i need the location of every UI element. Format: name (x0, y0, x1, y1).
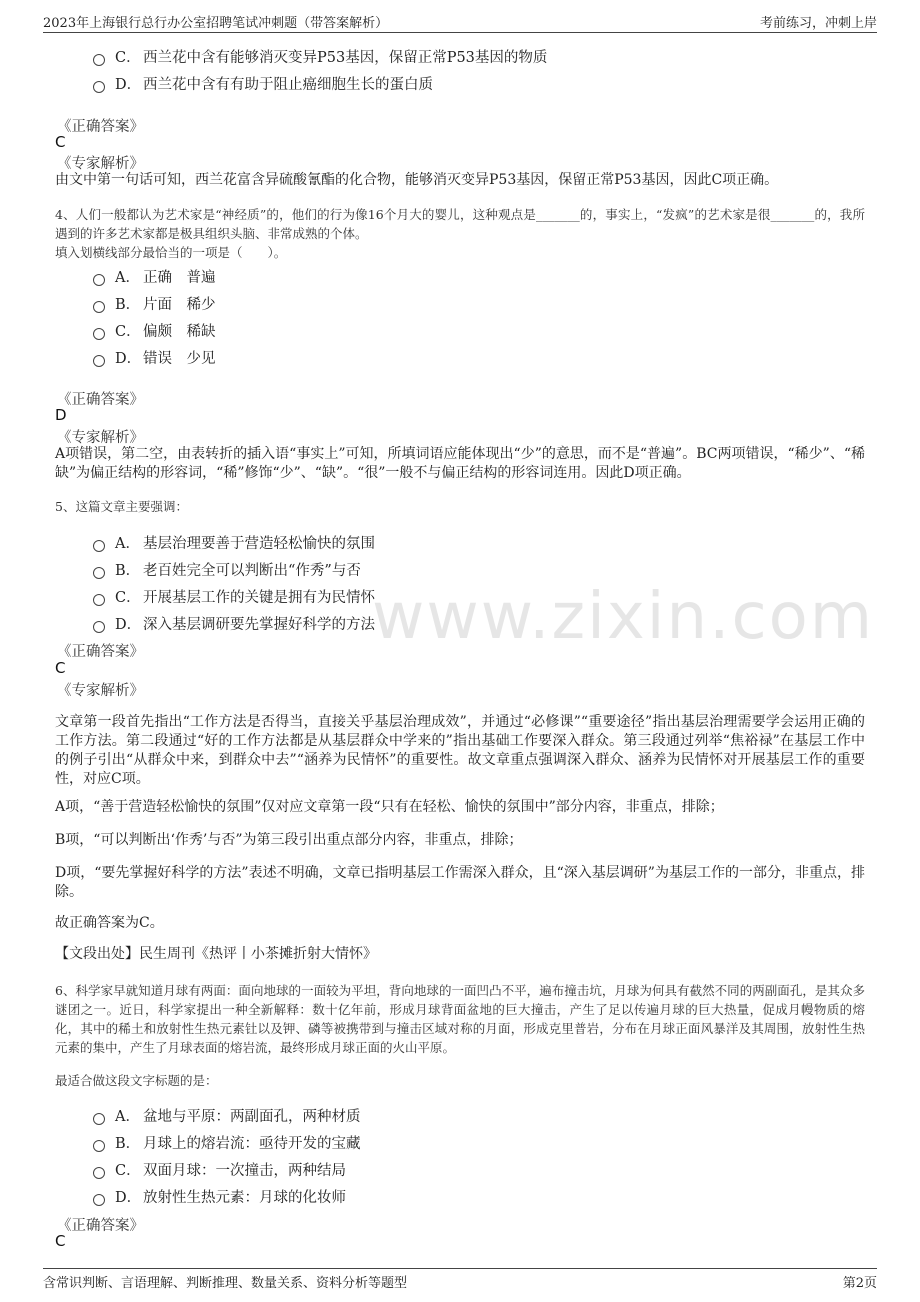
q6-prompt: 最适合做这段文字标题的是： (55, 1073, 218, 1088)
q3-option-c[interactable]: C． 西兰花中含有能够消灭变异P53基因，保留正常P53基因的物质 (93, 46, 547, 67)
q5-conclusion: 故正确答案为C。 (55, 915, 164, 931)
q6-answer: C (55, 1232, 66, 1250)
q5-answer-label: 《正确答案》 (57, 644, 144, 660)
radio-icon[interactable] (93, 621, 105, 633)
page-footer (43, 1268, 877, 1291)
document-title: 2023年上海银行总行办公室招聘笔试冲刺题（带答案解析） (43, 16, 389, 31)
q5-answer: C (55, 659, 66, 677)
q6-option-c[interactable]: C． 双面月球：一次撞击，两种结局 (93, 1159, 346, 1180)
radio-icon[interactable] (93, 1113, 105, 1125)
q6-option-d[interactable]: D． 放射性生热元素：月球的化妆师 (93, 1186, 346, 1207)
page-header (43, 10, 877, 33)
q4-option-d[interactable]: D． 错误 少见 (93, 347, 216, 368)
radio-icon[interactable] (93, 328, 105, 340)
q5-analysis-p3: B项，“可以判断出‘作秀’与否”为第三段引出重点部分内容，非重点，排除； (55, 832, 523, 848)
q4-analysis-label: 《专家解析》 (57, 430, 144, 446)
q5-option-c[interactable]: C． 开展基层工作的关键是拥有为民情怀 (93, 586, 375, 607)
page-number: 第2页 (842, 1276, 877, 1291)
q5-option-a[interactable]: A． 基层治理要善于营造轻松愉快的氛围 (93, 532, 375, 553)
q5-option-d[interactable]: D． 深入基层调研要先掌握好科学的方法 (93, 613, 375, 634)
radio-icon[interactable] (93, 54, 105, 66)
q5-option-b[interactable]: B． 老百姓完全可以判断出“作秀”与否 (93, 559, 361, 580)
q3-answer-label: 《正确答案》 (57, 119, 144, 135)
q4-option-c[interactable]: C． 偏颇 稀缺 (93, 320, 216, 341)
q5-source: 【文段出处】民生周刊《热评丨小茶摊折射大情怀》 (55, 946, 377, 962)
radio-icon[interactable] (93, 355, 105, 367)
watermark: www.zixin.com (372, 580, 875, 654)
q6-answer-label: 《正确答案》 (57, 1218, 144, 1234)
q4-stem: 4、人们一般都认为艺术家是“神经质”的，他们的行为像16个月大的婴儿，这种观点是_______的，事实上，“发疯”的艺术家是很_______的，我所遇到的许多艺术家都是极具组织头脑、非常成熟的个体。 (55, 207, 865, 241)
radio-icon[interactable] (93, 1194, 105, 1206)
radio-icon[interactable] (93, 540, 105, 552)
q5-analysis-p1: 文章第一段首先指出“工作方法是否得当，直接关乎基层治理成效”，并通过“必修课”“重要途径”指出基层治理需要学会运用正确的工作方法。第二段通过“好的工作方法都是从基层群众中学来的”指出基础工作要深入群众。第三段通过列举“焦裕禄”在基层工作中的例子引出“从群众中来，到群众中去”“涵养为民情怀”的重要性。故文章重点强调深入群众、涵养为民情怀对开展基层工作的重要性，对应C项。 (55, 714, 865, 787)
header-slogan: 考前练习，冲刺上岸 (759, 16, 877, 31)
q6-option-b[interactable]: B． 月球上的熔岩流：亟待开发的宝藏 (93, 1132, 361, 1153)
q5-analysis-label: 《专家解析》 (57, 683, 144, 699)
footer-topics: 含常识判断、言语理解、判断推理、数量关系、资料分析等题型 (43, 1276, 408, 1291)
q6-option-a[interactable]: A． 盆地与平原：两副面孔，两种材质 (93, 1105, 361, 1126)
radio-icon[interactable] (93, 81, 105, 93)
radio-icon[interactable] (93, 1167, 105, 1179)
radio-icon[interactable] (93, 1140, 105, 1152)
q4-prompt: 填入划横线部分最恰当的一项是（ ）。 (55, 245, 287, 260)
q3-analysis: 由文中第一句话可知，西兰花富含异硫酸氰酯的化合物，能够消灭变异P53基因，保留正常P53基因，因此C项正确。 (55, 172, 779, 188)
q3-answer: C (55, 133, 66, 151)
q4-answer-label: 《正确答案》 (57, 392, 144, 408)
q4-option-a[interactable]: A． 正确 普遍 (93, 266, 216, 287)
q5-analysis-p2: A项，“善于营造轻松愉快的氛围”仅对应文章第一段“只有在轻松、愉快的氛围中”部分内容，非重点，排除； (55, 799, 724, 815)
q5-stem: 5、这篇文章主要强调： (55, 499, 188, 514)
q3-option-d[interactable]: D． 西兰花中含有有助于阻止癌细胞生长的蛋白质 (93, 73, 433, 94)
q5-analysis-p4: D项，“要先掌握好科学的方法”表述不明确，文章已指明基层工作需深入群众，且“深入基层调研”为基层工作的一部分，非重点，排除。 (55, 865, 865, 900)
radio-icon[interactable] (93, 594, 105, 606)
q6-stem: 6、科学家早就知道月球有两面：面向地球的一面较为平坦，背向地球的一面凹凸不平，遍布撞击坑，月球为何具有截然不同的两副面孔，是其众多谜团之一。近日，科学家提出一种全新解释：数十亿年前，形成月球背面盆地的巨大撞击，产生了足以传遍月球的巨大热量，促成月幔物质的熔化，其中的稀土和放射性生热元素钍以及钾、磷等被携带到与撞击区域对称的月面，形成克里普岩，分布在月球正面风暴洋及其周围，放射性生热元素的集中，产生了月球表面的熔岩流，最终形成月球正面的火山平原。 (55, 983, 865, 1055)
radio-icon[interactable] (93, 274, 105, 286)
q3-analysis-label: 《专家解析》 (57, 156, 144, 172)
radio-icon[interactable] (93, 567, 105, 579)
radio-icon[interactable] (93, 301, 105, 313)
q4-answer: D (55, 406, 67, 424)
q4-option-b[interactable]: B． 片面 稀少 (93, 293, 216, 314)
q4-analysis: A项错误，第二空，由表转折的插入语“事实上”可知，所填词语应能体现出“少”的意思，而不是“普遍”。BC两项错误，“稀少”、“稀缺”为偏正结构的形容词，“稀”修饰“少”、“缺”。“很”一般不与偏正结构的形容词连用。因此D项正确。 (55, 446, 865, 481)
